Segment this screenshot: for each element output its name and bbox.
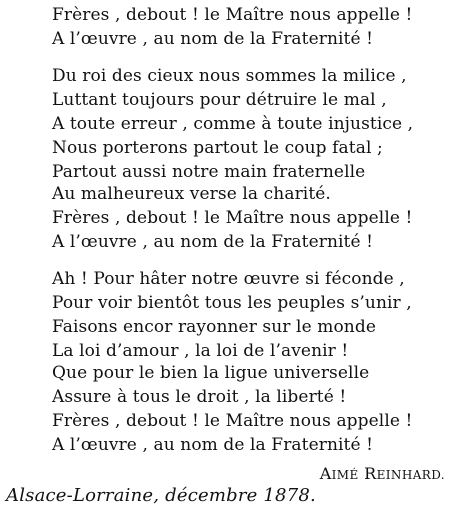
poem-line: Que pour le bien la ligue universelle: [52, 363, 370, 383]
poem-line: Faisons encor rayonner sur le monde: [52, 317, 376, 337]
author-first-rest: IMÉ: [331, 468, 359, 482]
poem-line: La loi d’amour , la loi de l’avenir !: [52, 341, 349, 361]
poem-line: Frères , debout ! le Maître nous appelle !: [52, 208, 413, 228]
poem-line: Ah ! Pour hâter notre œuvre si féconde ,: [52, 269, 405, 289]
poem-line: A l’œuvre , au nom de la Fraternité !: [52, 29, 374, 49]
dateline: Alsace-Lorraine, décembre 1878.: [6, 485, 316, 506]
poem-line: Partout aussi notre main fraternelle: [52, 162, 366, 182]
poem-line: A toute erreur , comme à toute injustice ,: [52, 114, 414, 134]
poem-line: Pour voir bientôt tous les peuples s’unir ,: [52, 293, 412, 313]
poem-line: Frères , debout ! le Maître nous appelle !: [52, 5, 413, 25]
author-last-initial: R: [364, 464, 377, 483]
poem-line: A l’œuvre , au nom de la Fraternité !: [52, 435, 374, 455]
author-first-initial: A: [319, 464, 332, 483]
poem-line: Au malheureux verse la charité.: [52, 184, 331, 204]
poem-line: Du roi des cieux nous sommes la milice ,: [52, 66, 407, 86]
author-last-rest: EINHARD.: [376, 468, 445, 482]
poem-line: Luttant toujours pour détruire le mal ,: [52, 90, 387, 110]
author-signature: [320, 464, 445, 483]
poem-line: Assure à tous le droit , la liberté !: [52, 387, 347, 407]
poem-line: Frères , debout ! le Maître nous appelle !: [52, 411, 413, 431]
poem-line: Nous porterons partout le coup fatal ;: [52, 138, 383, 158]
poem-line: A l’œuvre , au nom de la Fraternité !: [52, 232, 374, 252]
